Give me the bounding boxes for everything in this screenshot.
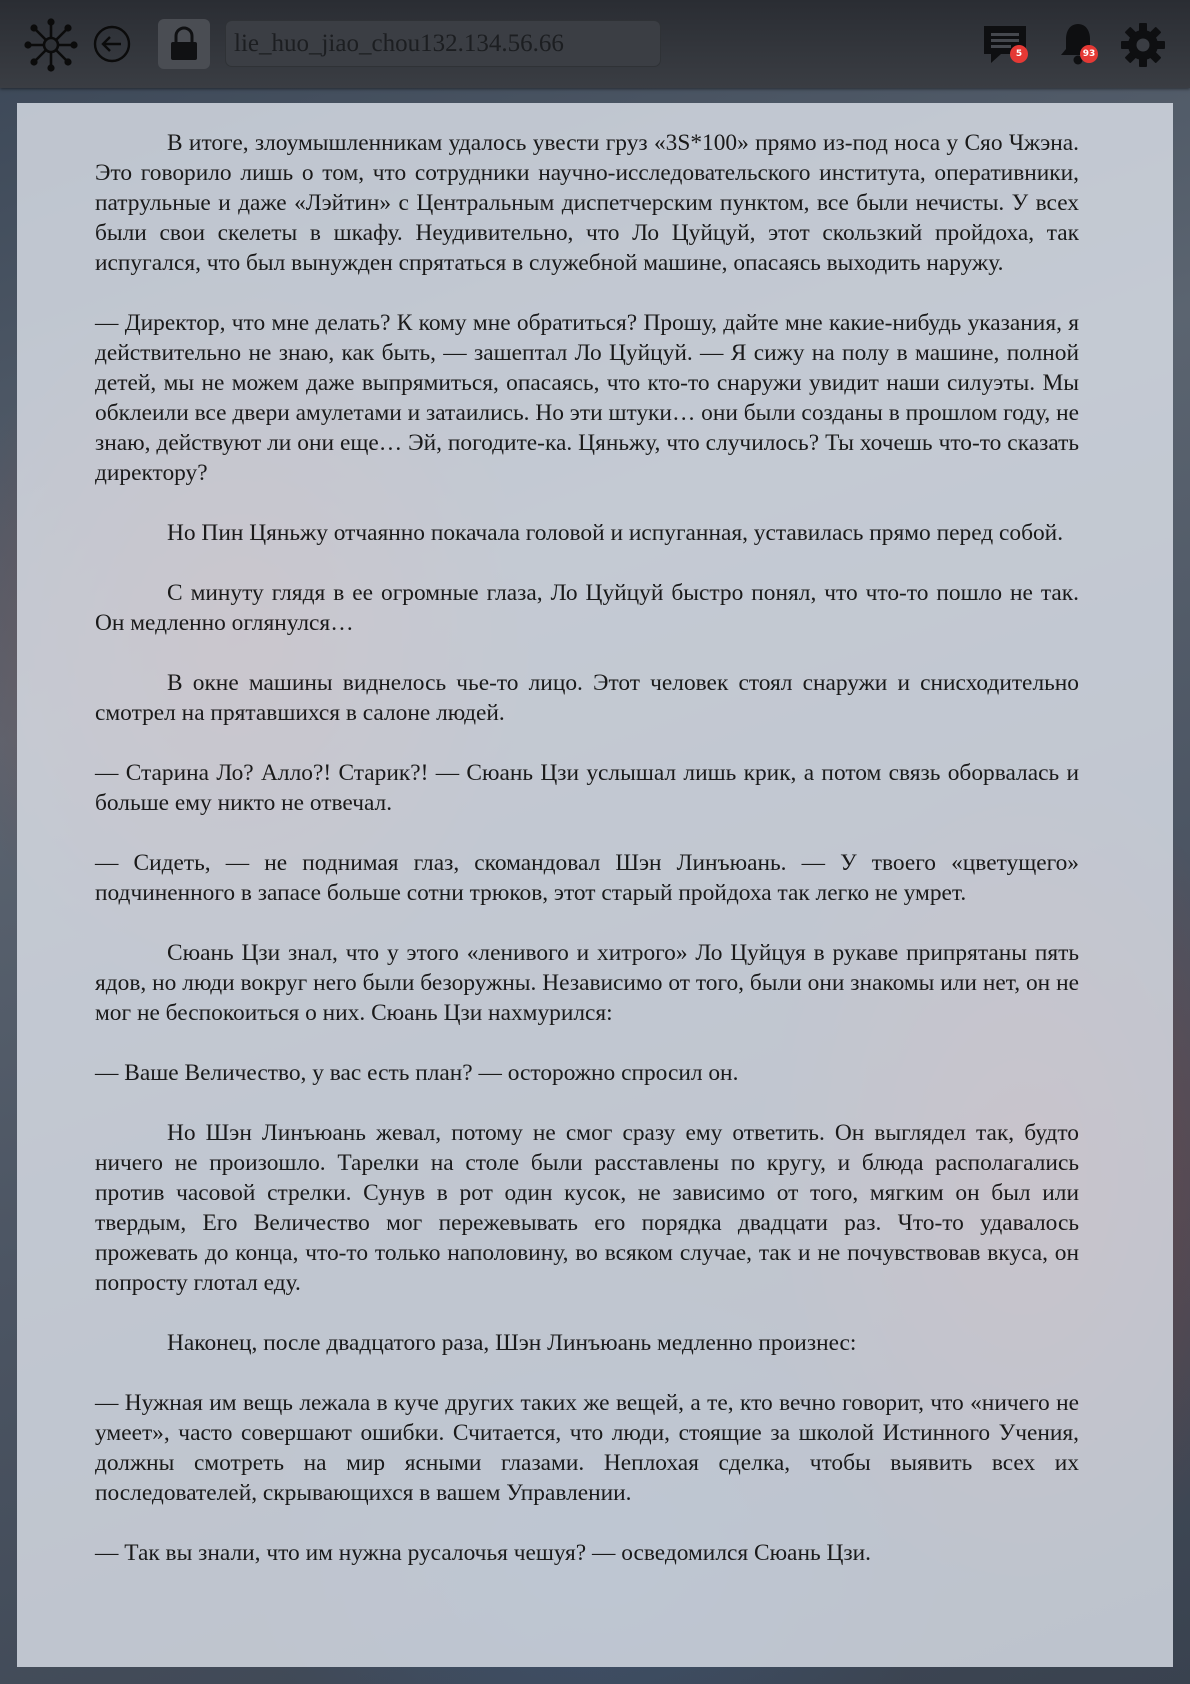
messages-count-badge: 5 <box>1010 45 1028 63</box>
address-field[interactable]: lie_huo_jiao_chou132.134.56.66 <box>225 20 661 67</box>
paragraph: — Директор, что мне делать? К кому мне обратиться? Прошу, дайте мне какие-нибудь указания, я действительно не знаю, как быть, — зашептал Ло Цуйцуй. — Я сижу на полу в машине, полной детей, мы не можем даже выпрямиться, опасаясь, что кто-то снаружи увидит наши силуэты. Мы обклеили все двери амулетами и затаились. Но эти штуки… они были созданы в прошлом году, не знаю, действуют ли они еще… Эй, погодите-ка. Цяньжу, что случилось? Ты хочешь что-то сказать директору? <box>95 310 1079 486</box>
notifications-count-badge: 93 <box>1080 45 1098 63</box>
paragraph: Сюань Цзи знал, что у этого «ленивого и хитрого» Ло Цуйцуя в рукаве припрятаны пять ядов, но люди вокруг него были безоружны. Независимо от того, были они знакомы или нет, он не мог не беспокоиться о них. Сюань Цзи нахмурился: <box>95 940 1079 1026</box>
paragraph: Наконец, после двадцатого раза, Шэн Линъюань медленно произнес: <box>167 1330 857 1356</box>
paragraph: В итоге, злоумышленникам удалось увести груз «3S*100» прямо из-под носа у Сяо Чжэна. Это говорило лишь о том, что сотрудники научно-исследовательского института, оперативники, патрульные и даже «Лэйтин» с Центральным диспетчерским пунктом, все были нечисты. У всех были свои скелеты в шкафу. Неудивительно, что Ло Цуйцуй, этот скользкий пройдоха, так испугался, что был вынужден спрятаться в служебной машине, опасаясь выходить наружу. <box>95 130 1079 276</box>
paragraph: — Нужная им вещь лежала в куче других таких же вещей, а те, кто вечно говорит, что «ничего не умеет», часто совершают ошибки. Считается, что люди, стоящие за школой Истинного Учения, должны смотреть на мир ясными глазами. Неплохая сделка, чтобы выявить всех их последователей, скрывающихся в вашем Управлении. <box>95 1390 1079 1506</box>
lock-icon[interactable] <box>158 19 210 69</box>
back-arrow-icon[interactable] <box>90 22 134 66</box>
paragraph: — Старина Ло? Алло?! Старик?! — Сюань Цзи услышал лишь крик, а потом связь оборвалась и больше ему никто не отвечал. <box>95 760 1079 816</box>
gear-icon[interactable] <box>1118 20 1168 70</box>
message-icon[interactable] <box>976 20 1034 68</box>
paragraph: Но Пин Цяньжу отчаянно покачала головой и испуганная, уставилась прямо перед собой. <box>167 520 1064 546</box>
paragraph: — Так вы знали, что им нужна русалочья чешуя? — осведомился Сюань Цзи. <box>95 1540 871 1566</box>
top-bar <box>0 0 1190 88</box>
paragraph: Но Шэн Линъюань жевал, потому не смог сразу ему ответить. Он выглядел так, будто ничего не произошло. Тарелки на столе были расставлены по кругу, и блюда располагались против часовой стрелки. Сунув в рот один кусок, не зависимо от того, мягким он был или твердым, Его Величество мог пережевывать его порядка двадцати раз. Что-то удавалось прожевать до конца, что-то только наполовину, во всяком случае, так и не почувствовав вкуса, он попросту глотал еду. <box>95 1120 1079 1296</box>
bell-icon[interactable] <box>1052 18 1104 68</box>
reader-page[interactable] <box>17 103 1173 1667</box>
paragraph: С минуту глядя в ее огромные глаза, Ло Цуйцуй быстро понял, что что-то пошло не так. Он медленно оглянулся… <box>95 580 1079 636</box>
paragraph: В окне машины виднелось чье-то лицо. Этот человек стоял снаружи и снисходительно смотрел на прятавшихся в салоне людей. <box>95 670 1079 726</box>
network-hub-icon[interactable] <box>22 16 80 74</box>
paragraph: — Ваше Величество, у вас есть план? — осторожно спросил он. <box>95 1060 739 1086</box>
paragraph: — Сидеть, — не поднимая глаз, скомандовал Шэн Линъюань. — У твоего «цветущего» подчиненного в запасе больше сотни трюков, этот старый пройдоха так легко не умрет. <box>95 850 1079 906</box>
